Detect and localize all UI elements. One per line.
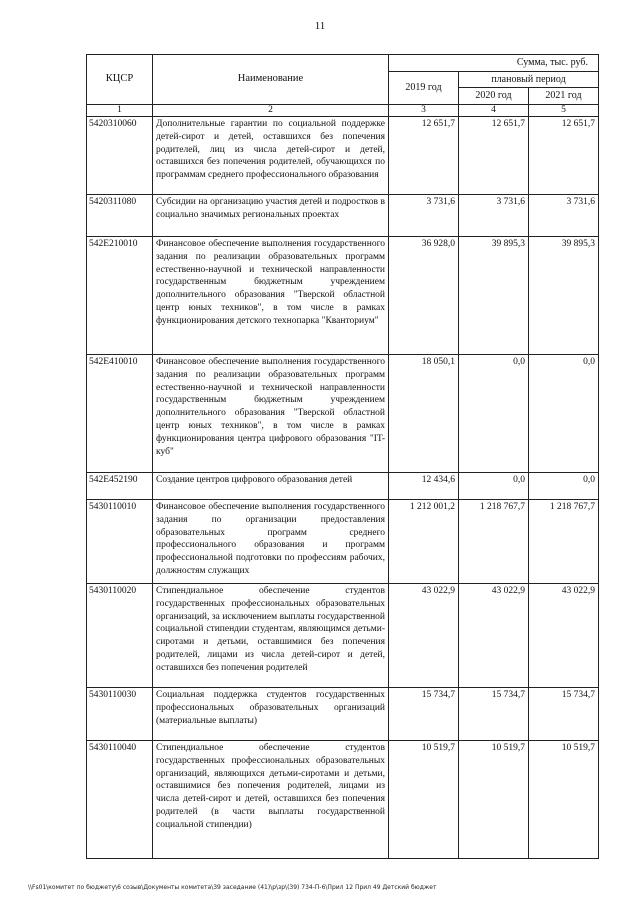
row-amount-2020: 0,0 xyxy=(459,472,529,499)
row-amount-2021: 43 022,9 xyxy=(529,583,599,687)
row-amount-2021: 3 731,6 xyxy=(529,194,599,236)
row-amount-2019: 1 212 001,2 xyxy=(389,499,459,583)
row-code: 5430110040 xyxy=(87,740,153,858)
row-amount-2021: 0,0 xyxy=(529,472,599,499)
row-code: 5420311080 xyxy=(87,194,153,236)
row-amount-2020: 15 734,7 xyxy=(459,687,529,740)
row-name: Дополнительные гарантии по социальной поддержке детей-сирот и детей, оставшихся без попечения родителей, лиц из числа детей-сирот и детей, оставшихся без попечения родителей, обучающихся по программам среднего профессионального образования xyxy=(153,116,389,194)
row-amount-2019: 43 022,9 xyxy=(389,583,459,687)
row-amount-2019: 15 734,7 xyxy=(389,687,459,740)
row-amount-2021: 15 734,7 xyxy=(529,687,599,740)
row-name: Финансовое обеспечение выполнения государственного задания по реализации образовательных программ естественно-научной и технической направленности государственным бюджетным учреждением дополнительного образования "Тверской областной центр юных техников", в том числе в рамках функционирования центра цифрового образования "IT-куб" xyxy=(153,354,389,472)
row-amount-2021: 10 519,7 xyxy=(529,740,599,858)
row-amount-2020: 1 218 767,7 xyxy=(459,499,529,583)
row-amount-2020: 10 519,7 xyxy=(459,740,529,858)
row-code: 542E410010 xyxy=(87,354,153,472)
row-name: Стипендиальное обеспечение студентов государственных профессиональных образовательных организаций, являющихся детьми-сиротами и детьми, оставшимися без попечения родителей, лицами из числа детей-сирот и детей, оставшихся без попечения родителей (в части выплаты государственной социальной стипендии) xyxy=(153,740,389,858)
row-amount-2019: 3 731,6 xyxy=(389,194,459,236)
row-amount-2020: 3 731,6 xyxy=(459,194,529,236)
row-code: 5430110010 xyxy=(87,499,153,583)
col-number: 4 xyxy=(459,104,529,116)
header-2020: 2020 год xyxy=(459,88,529,105)
col-number: 1 xyxy=(87,104,153,116)
row-code: 5420310060 xyxy=(87,116,153,194)
row-name: Социальная поддержка студентов государственных профессиональных образовательных организаций (материальные выплаты) xyxy=(153,687,389,740)
header-sum: Сумма, тыс. руб. xyxy=(389,55,599,72)
table-row xyxy=(87,116,599,194)
col-number: 3 xyxy=(389,104,459,116)
row-amount-2021: 0,0 xyxy=(529,354,599,472)
table-row xyxy=(87,236,599,354)
row-code: 5430110030 xyxy=(87,687,153,740)
row-name: Создание центров цифрового образования детей xyxy=(153,472,389,499)
table-row xyxy=(87,740,599,858)
header-code: КЦСР xyxy=(87,55,153,105)
budget-table xyxy=(86,54,599,859)
header-name: Наименование xyxy=(153,55,389,105)
row-amount-2020: 0,0 xyxy=(459,354,529,472)
table-row xyxy=(87,583,599,687)
row-amount-2020: 43 022,9 xyxy=(459,583,529,687)
table-row xyxy=(87,472,599,499)
row-amount-2019: 12 651,7 xyxy=(389,116,459,194)
row-amount-2019: 12 434,6 xyxy=(389,472,459,499)
table-row xyxy=(87,194,599,236)
header-2019: 2019 год xyxy=(389,71,459,104)
table-row xyxy=(87,499,599,583)
row-amount-2021: 1 218 767,7 xyxy=(529,499,599,583)
row-name: Финансовое обеспечение выполнения государственного задания по реализации образовательных программ естественно-научной и технической направленности государственным бюджетным учреждением дополнительного образования "Тверской областной центр юных техников", в том числе в рамках функционирования детского технопарка "Кванториум" xyxy=(153,236,389,354)
table-row xyxy=(87,354,599,472)
header-2021: 2021 год xyxy=(529,88,599,105)
table-row xyxy=(87,687,599,740)
row-amount-2021: 12 651,7 xyxy=(529,116,599,194)
col-number: 2 xyxy=(153,104,389,116)
row-code: 542E452190 xyxy=(87,472,153,499)
row-amount-2021: 39 895,3 xyxy=(529,236,599,354)
header-planned-period: плановый период xyxy=(459,71,599,88)
row-amount-2020: 12 651,7 xyxy=(459,116,529,194)
row-amount-2019: 10 519,7 xyxy=(389,740,459,858)
page-number: 11 xyxy=(314,20,326,32)
file-path-footer: \\Fs01\комитет по бюджету\6 созыв\Документы комитета\39 заседание (41)\р\зр\(39) 734-П-6\Прил 12 Прил 49 Детский бюджет xyxy=(28,884,437,891)
row-amount-2020: 39 895,3 xyxy=(459,236,529,354)
row-name: Финансовое обеспечение выполнения государственного задания по организации предоставления образовательных программ среднего профессионального образования и программ профессиональной подготовки по профессиям рабочих, должностям служащих xyxy=(153,499,389,583)
row-name: Стипендиальное обеспечение студентов государственных профессиональных образовательных организаций, за исключением выплаты государственной социальной стипендии студентам, являющимся детьми-сиротами и детьми, оставшимися без попечения родителей, лицами из числа детей-сирот и детей, оставшихся без попечения родителей xyxy=(153,583,389,687)
row-code: 5430110020 xyxy=(87,583,153,687)
col-number: 5 xyxy=(529,104,599,116)
row-name: Субсидии на организацию участия детей и подростков в социально значимых региональных проектах xyxy=(153,194,389,236)
row-amount-2019: 18 050,1 xyxy=(389,354,459,472)
row-amount-2019: 36 928,0 xyxy=(389,236,459,354)
row-code: 542E210010 xyxy=(87,236,153,354)
